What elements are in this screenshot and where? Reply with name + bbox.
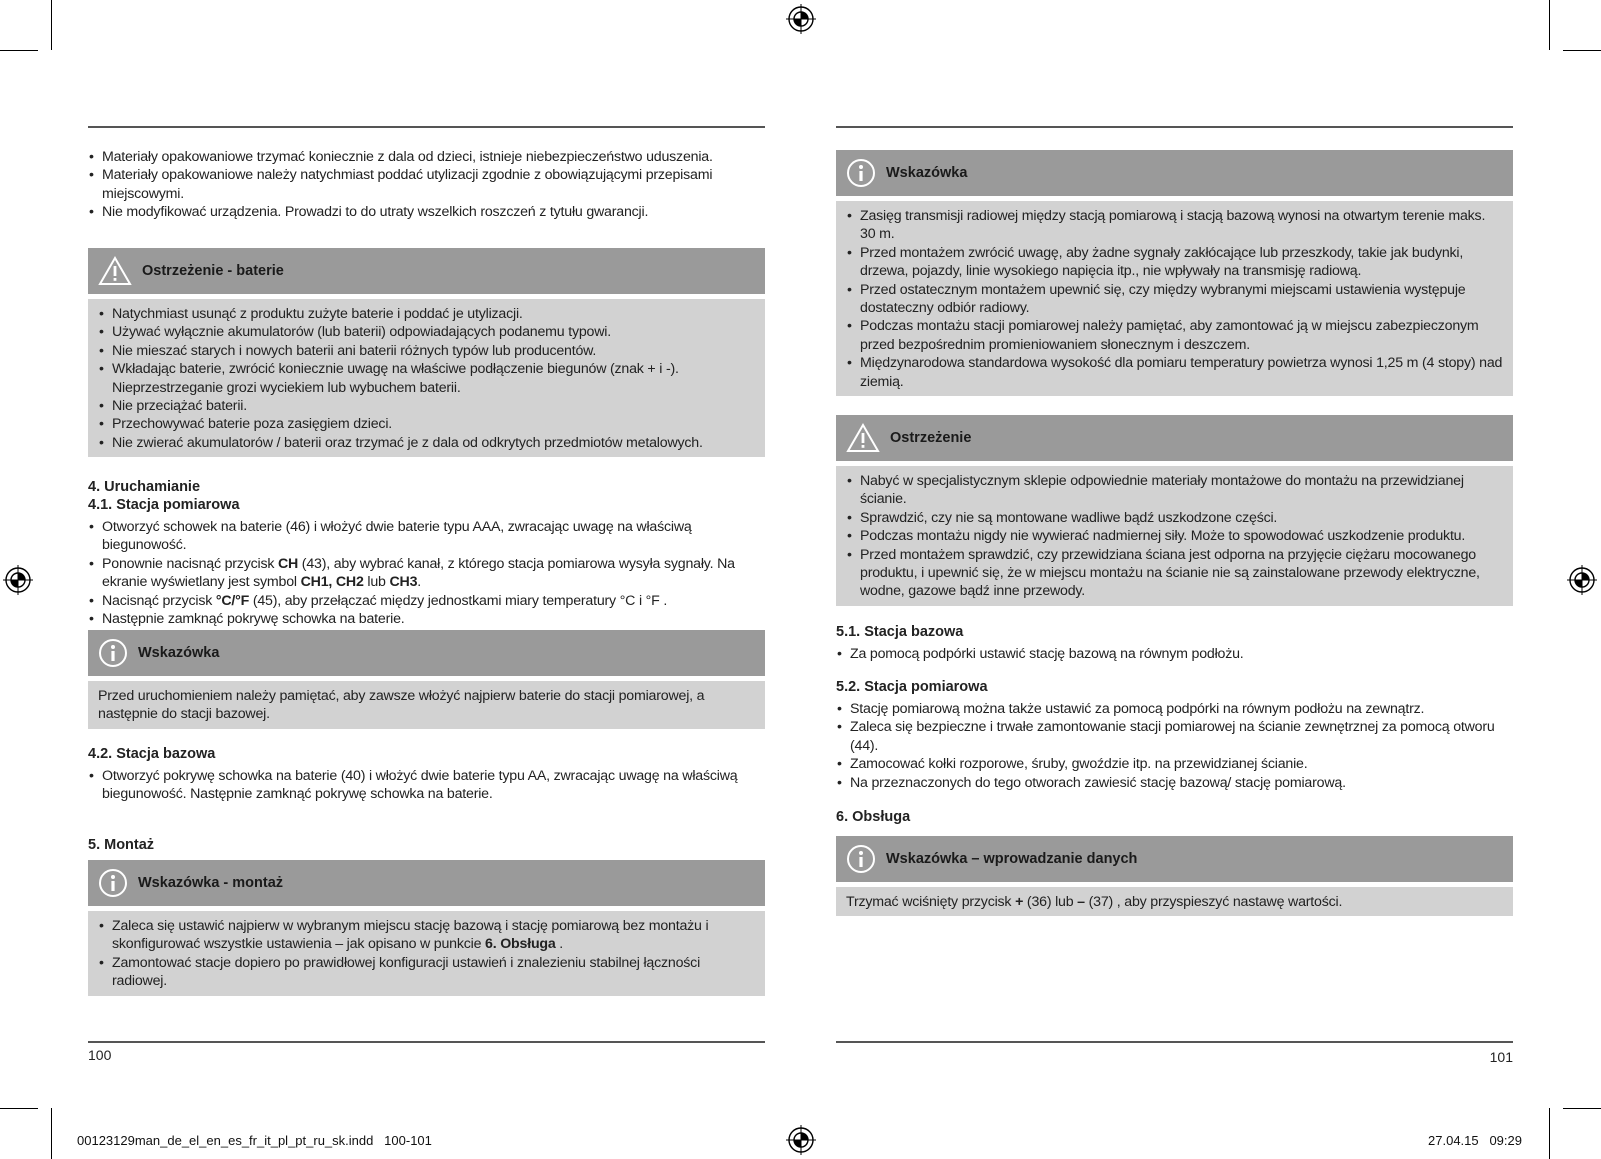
text: (45), aby przełączać między jednostkami miary temperatury °C i °F . [249,592,668,609]
list-item: • Zamocować kołki rozporowe, śruby, gwoździe itp. na przewidzianej ścianie. [836,755,1496,773]
list-item: • Sprawdzić, czy nie są montowane wadliwe bądź uszkodzone części. [846,509,1503,527]
registration-mark-icon [786,4,816,34]
list-item: • Przed montażem zwrócić uwagę, aby żadne sygnały zakłócające lub przeszkody, takie jak budynki, drzewa, pojazdy, linie wysokiego napięcia itp., nie wpływały na transmisję radiową. [846,244,1503,281]
list-item: • Natychmiast usunąć z produktu zużyte baterie i poddać je utylizacji. [98,305,755,323]
warning-box [836,415,1513,606]
slug-filename: 00123129man_de_el_en_es_fr_it_pl_pt_ru_sk.indd 100-101 [77,1133,432,1148]
battery-warning-list [98,305,755,452]
hint-header [836,150,1513,196]
section-5-1-list [836,645,1496,663]
list-item [88,555,738,592]
crop-mark [1549,1108,1550,1159]
hint-list [846,207,1503,391]
data-entry-hint-header [836,836,1513,882]
list-item: • Zamontować stacje dopiero po prawidłowej konfiguracji ustawień i znalezieniu stabilnej łączności radiowej. [98,954,755,991]
list-item: • Zasięg transmisji radiowej między stacją pomiarową i stacją bazową wynosi na otwartym terenie maks. 30 m. [846,207,1503,244]
battery-warning-box [88,248,765,457]
section-5-1-heading: 5.1. Stacja bazowa [836,624,964,640]
list-item: • Używać wyłącznie akumulatorów (lub baterii) odpowiadających podanemu typowi. [98,323,755,341]
text: Trzymać wciśnięty przycisk [846,894,1016,910]
registration-mark-icon [786,1125,816,1155]
list-item: • Podczas montażu stacji pomiarowej należy pamiętać, aby zamontować ją w miejscu zabezpieczonym przed bezpośrednim promieniowaniem słonecznym i deszczem. [846,317,1503,354]
data-entry-hint-body [836,887,1513,916]
text: (43), aby wybrać kanał, z którego stacja pomiarowa wysyła sygnały. Na ekranie wyświetlany jest symbol [102,555,735,591]
top-rule [836,126,1513,128]
hint-title: Wskazówka [138,645,220,661]
list-item: • Stację pomiarową można także ustawić za pomocą podpórki na równym podłożu na zewnątrz. [836,700,1496,718]
plus-button-label: + [1015,894,1024,910]
warning-triangle-icon [846,423,880,453]
list-item: • Przechowywać baterie poza zasięgiem dzieci. [98,415,755,433]
hint-body: Przed uruchomieniem należy pamiętać, aby zawsze włożyć najpierw baterie do stacji pomiarowej, a następnie do stacji bazowej. [88,681,765,729]
list-item: • Międzynarodowa standardowa wysokość dla pomiaru temperatury powietrza wynosi 1,25 m (4 stopy) nad ziemią. [846,354,1503,391]
crop-mark [1549,0,1550,50]
info-icon [98,868,128,898]
warning-body [836,466,1513,606]
info-icon [846,158,876,188]
list-item: • Wkładając baterie, zwrócić koniecznie uwagę na właściwe podłączenie biegunów (znak + i -). Nieprzestrzeganie grozi wyciekiem lub wybuchem baterii. [98,360,755,397]
list-item [88,592,738,610]
warning-title: Ostrzeżenie [890,430,972,446]
crop-mark [0,1108,38,1109]
page-number: 100 [88,1047,112,1063]
list-item: • Przed ostatecznym montażem upewnić się, czy między wybranymi miejscami ustawienia występuje dostateczny odbiór radiowy. [846,281,1503,318]
list-item: • Na przeznaczonych do tego otworach zawiesić stację bazową/ stację pomiarową. [836,774,1496,792]
list-item: • Za pomocą podpórki ustawić stację bazową na równym podłożu. [836,645,1496,663]
section-5-2-list [836,700,1496,792]
text: lub [363,574,390,591]
mounting-hint-box [88,860,765,996]
list-item: • Materiały opakowaniowe trzymać koniecznie z dala od dzieci, istnieje niebezpieczeństwo uduszenia. [88,148,748,166]
minus-button-label: – [1077,894,1085,910]
registration-mark-icon [1567,565,1597,595]
registration-mark-icon [3,565,33,595]
hint-body [836,201,1513,396]
list-item: • Przed montażem sprawdzić, czy przewidziana ściana jest odporna na przyjęcie ciężaru mocowanego produktu, i upewnić się, że w miejscu montażu na ścianie nie są zainstalowane przewody elektryczne, wodne, gazowe bądź inne przewody. [846,546,1503,601]
mounting-hint-body [88,911,765,996]
list-item: • Otworzyć schowek na baterie (46) i włożyć dwie baterie typu AAA, zwracając uwagę na właściwą biegunowość. [88,518,738,555]
crop-mark [0,50,38,51]
section-4-2-heading: 4.2. Stacja bazowa [88,746,216,762]
section-4-1-list [88,518,738,628]
page-number: 101 [1489,1049,1513,1065]
list-item: • Zaleca się bezpieczne i trwałe zamontowanie stacji pomiarowej na ścianie zewnętrznej za pomocą otworu (44). [836,718,1496,755]
section-reference: 6. Obsługa [485,936,556,953]
top-rule [88,126,765,128]
battery-warning-body [88,299,765,457]
text: Zaleca się ustawić najpierw w wybranym miejscu stację bazową i stację pomiarową bez montażu i skonfigurować wszystkie ustawienia – jak opisano w punkcie [112,918,709,953]
unit-button-label: °C/°F [215,592,250,609]
info-icon [846,844,876,874]
list-item: • Nabyć w specjalistycznym sklepie odpowiednie materiały montażowe do montażu na przewidzianej ścianie. [846,472,1503,509]
mounting-hint-title: Wskazówka - montaż [138,875,284,891]
intro-bullet-list [88,148,748,222]
list-item: • Następnie zamknąć pokrywę schowka na baterie. [88,610,738,628]
data-entry-hint-title: Wskazówka – wprowadzanie danych [886,851,1138,867]
mounting-hint-list [98,917,755,991]
crop-mark [51,0,52,50]
hint-title: Wskazówka [886,165,968,181]
battery-warning-title: Ostrzeżenie - baterie [142,263,284,279]
info-icon [98,638,128,668]
channel-symbol: CH3 [389,574,418,591]
list-item: • Materiały opakowaniowe należy natychmiast poddać utylizacji zgodnie z obowiązującymi przepisami miejscowymi. [88,166,748,203]
mounting-hint-header [88,860,765,906]
warning-triangle-icon [98,256,132,286]
ch-button-label: CH [277,555,299,572]
hint-box [836,150,1513,396]
section-4-2-list [88,767,748,804]
channel-symbols: CH1, CH2 [300,574,364,591]
section-5-heading: 5. Montaż [88,837,155,853]
hint-box [88,630,765,729]
slug-date: 27.04.15 09:29 [1428,1133,1522,1148]
section-4-heading: 4. Uruchamianie [88,479,201,495]
text: . [417,574,422,591]
battery-warning-header [88,248,765,294]
section-5-2-heading: 5.2. Stacja pomiarowa [836,679,988,695]
text: . [555,936,564,953]
text: (37) , aby przyspieszyć nastawę wartości. [1084,894,1343,910]
list-item: • Nie zwierać akumulatorów / baterii oraz trzymać je z dala od odkrytych przedmiotów metalowych. [98,434,755,452]
section-6-heading: 6. Obsługa [836,809,911,825]
crop-mark [51,1108,52,1159]
text: Ponownie nacisnąć przycisk [102,555,278,572]
list-item [98,917,755,954]
crop-mark [1563,1108,1601,1109]
list-item: • Nie modyfikować urządzenia. Prowadzi to do utraty wszelkich roszczeń z tytułu gwarancji. [88,203,748,221]
bottom-rule [836,1041,1513,1043]
crop-mark [1563,50,1601,51]
bottom-rule [88,1041,765,1043]
text: Nacisnąć przycisk [102,592,216,609]
list-item: • Nie mieszać starych i nowych baterii ani baterii różnych typów lub producentów. [98,342,755,360]
list-item: • Podczas montażu nigdy nie wywierać nadmiernej siły. Może to spowodować uszkodzenie produktu. [846,527,1503,545]
warning-list [846,472,1503,601]
warning-header [836,415,1513,461]
section-4-1-heading: 4.1. Stacja pomiarowa [88,497,240,513]
hint-header [88,630,765,676]
list-item: • Otworzyć pokrywę schowka na baterie (40) i włożyć dwie baterie typu AA, zwracając uwagę na właściwą biegunowość. Następnie zamknąć pokrywę schowka na baterie. [88,767,748,804]
text: (36) lub [1023,894,1078,910]
data-entry-hint-box [836,836,1513,916]
list-item: • Nie przeciążać baterii. [98,397,755,415]
